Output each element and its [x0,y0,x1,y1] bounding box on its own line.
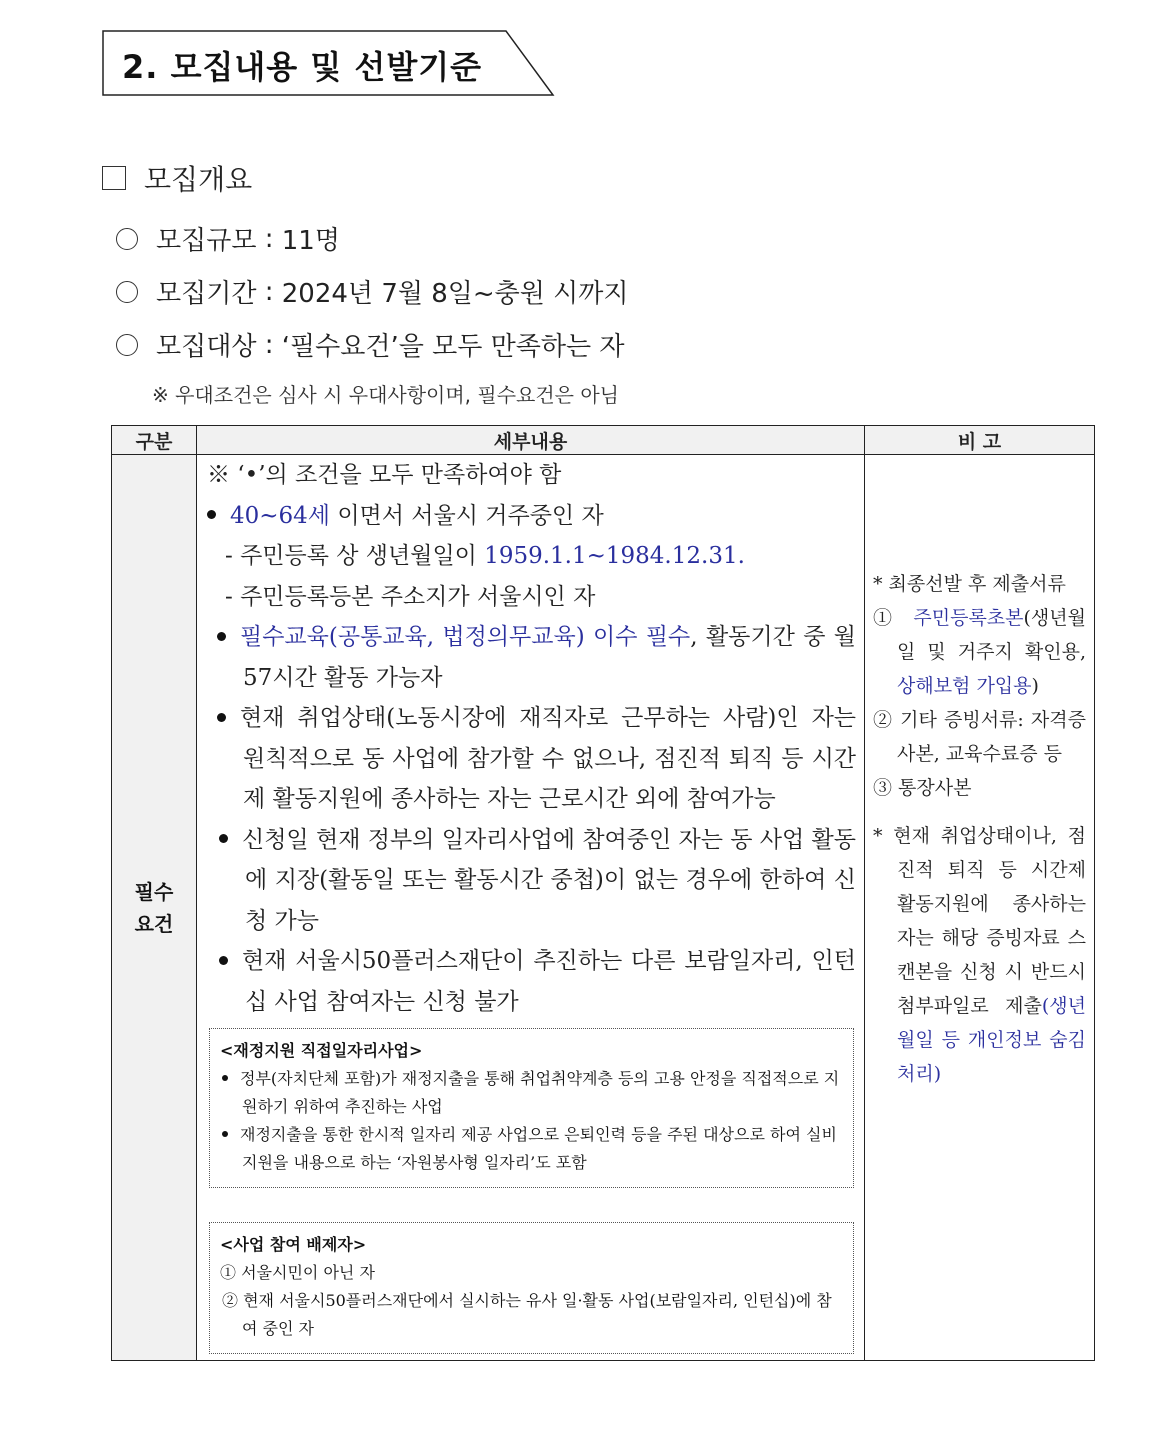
header-details: 세부내용 [197,426,865,455]
row-label-line2: 요건 [134,911,174,936]
circle-bullet-icon [116,281,138,303]
requirement-education [207,617,856,698]
remark-docs-title: * 최종선발 후 제출서류 [873,573,1066,595]
info-box-item-text: 재정지출을 통한 한시적 일자리 제공 사업으로 은퇴인력 등을 주된 대상으로 하여 실비지원을 내용으로 하는 ‘자원봉사형 일자리’도 포함 [240,1125,837,1172]
bullet-dot-icon [219,834,228,843]
age-rest: 이면서 서울시 거주중인 자 [330,502,604,529]
requirement-age-sub2: - 주민등록등본 주소지가 서울시인 자 [225,583,596,610]
overview-item-value: 2024년 7월 8일~충원 시까지 [281,279,629,309]
row-label-line1: 필수 [134,879,174,904]
details-cell [197,455,865,1361]
overview-item-scale [116,220,340,257]
gov-job-text: 신청일 현재 정부의 일자리사업에 참여중인 자는 동 사업 활동에 지장(활동일 또는 활동시간 중첩)이 없는 경우에 한하여 신청 가능 [242,826,856,934]
overview-item-label: 모집규모 [156,226,257,256]
employment-text: 현재 취업상태(노동시장에 재직자로 근무하는 사람)인 자는 원칙적으로 동 사업에 참가할 수 없으나, 점진적 퇴직 등 시간제 활동지원에 종사하는 자는 근로시간 외에 참여가능 [240,705,856,812]
requirement-gov-job [207,820,856,942]
info-box-direct-jobs [209,1028,854,1188]
birthdate-range: 1959.1.1~1984.12.31. [484,543,745,569]
bullet-dot-icon [207,510,216,519]
remark-doc-item-2: ② 기타 증빙서류: 자격증사본, 교육수료증 등 [873,709,1086,765]
remark-doc-item-1 [873,601,1086,703]
requirement-other-program [207,941,856,1022]
header-category: 구분 [112,426,197,455]
overview-section [102,158,252,198]
requirement-age [207,496,856,537]
table-header-row [112,426,1095,455]
item-number: ① [873,607,896,629]
bullet-dot-icon [217,713,226,722]
overview-item-label: 모집대상 [156,332,257,362]
sub1-text: - 주민등록 상 생년월일이 [225,543,485,569]
info-box-title: <재정지원 직접일자리사업> [220,1041,423,1060]
remark-employed-note [873,819,1086,1091]
privacy-note: (생년월일 등 개인정보 숨김 처리) [897,995,1086,1085]
requirement-age-sub1 [207,536,856,577]
education-rest: , 활동기간 중 월 57시간 활동 가능자 [243,624,856,691]
info-box-item: ② 현재 서울시50플러스재단에서 실시하는 유사 일·활동 사업(보람일자리, 인턴십)에 참여 중인 자 [222,1291,832,1338]
employed-note-text: * 현재 취업상태이나, 점진적 퇴직 등 시간제 활동지원에 종사하는 자는 해당 증빙자료 스캔본을 신청 시 반드시 첨부파일로 제출 [873,825,1086,1017]
overview-note: ※ 우대조건은 심사 시 우대사항이며, 필수요건은 아님 [152,383,619,407]
overview-heading-text: 모집개요 [144,163,253,196]
bullet-dot-icon [219,956,228,965]
other-program-text: 현재 서울시50플러스재단이 추진하는 다른 보람일자리, 인턴십 사업 참여자는 신청 불가 [242,948,856,1015]
bullet-dot-icon [222,1075,228,1081]
spacer [873,805,1086,819]
requirement-employment [207,698,856,820]
close-paren: ) [1031,675,1039,697]
requirements-table [111,425,1095,1361]
circle-bullet-icon [116,228,138,250]
overview-heading [102,158,252,198]
spacer [873,455,1086,567]
age-range: 40~64세 [230,502,331,529]
bullet-dot-icon [217,632,226,641]
info-box-excluded [209,1222,854,1354]
remark-doc-item-3: ③ 통장사본 [873,777,972,799]
info-box-title: <사업 참여 배제자> [220,1235,367,1254]
row-label-cell [112,455,197,1361]
overview-item-target [116,326,624,363]
bullet-dot-icon [222,1131,228,1137]
colon-separator: : [256,223,282,254]
info-box-item [220,1065,843,1121]
info-box-item-text: 정부(자치단체 포함)가 재정지출을 통해 취업취약계층 등의 고용 안정을 직접적으로 지원하기 위하여 추진하는 사업 [240,1069,840,1116]
table-row [112,455,1095,1361]
info-box-item [220,1121,843,1177]
overview-item-period [116,273,629,310]
colon-separator: : [256,276,282,307]
overview-item-value: ‘필수요건’을 모두 만족하는 자 [281,332,625,362]
info-box-item: ① 서울시민이 아닌 자 [220,1263,375,1282]
colon-separator: : [256,329,282,360]
doc-purpose: (생년월일 및 거주지 확인용, [897,607,1086,663]
spacer [207,1188,856,1216]
section-title: 2. 모집내용 및 선발기준 [122,48,483,86]
circle-bullet-icon [116,334,138,356]
section-title-banner [102,30,554,96]
details-intro: ※ ‘•’의 조건을 모두 만족하여야 함 [207,462,562,488]
header-remarks: 비 고 [865,426,1095,455]
insurance-purpose: 상해보험 가입용 [897,675,1032,697]
remarks-cell [865,455,1095,1361]
overview-item-value: 11명 [281,226,340,256]
square-bullet-icon [102,166,126,190]
education-required: 필수교육(공통교육, 법정의무교육) 이수 필수 [240,624,691,650]
resident-registration-abstract: 주민등록초본 [913,607,1024,629]
overview-item-label: 모집기간 [156,279,257,309]
